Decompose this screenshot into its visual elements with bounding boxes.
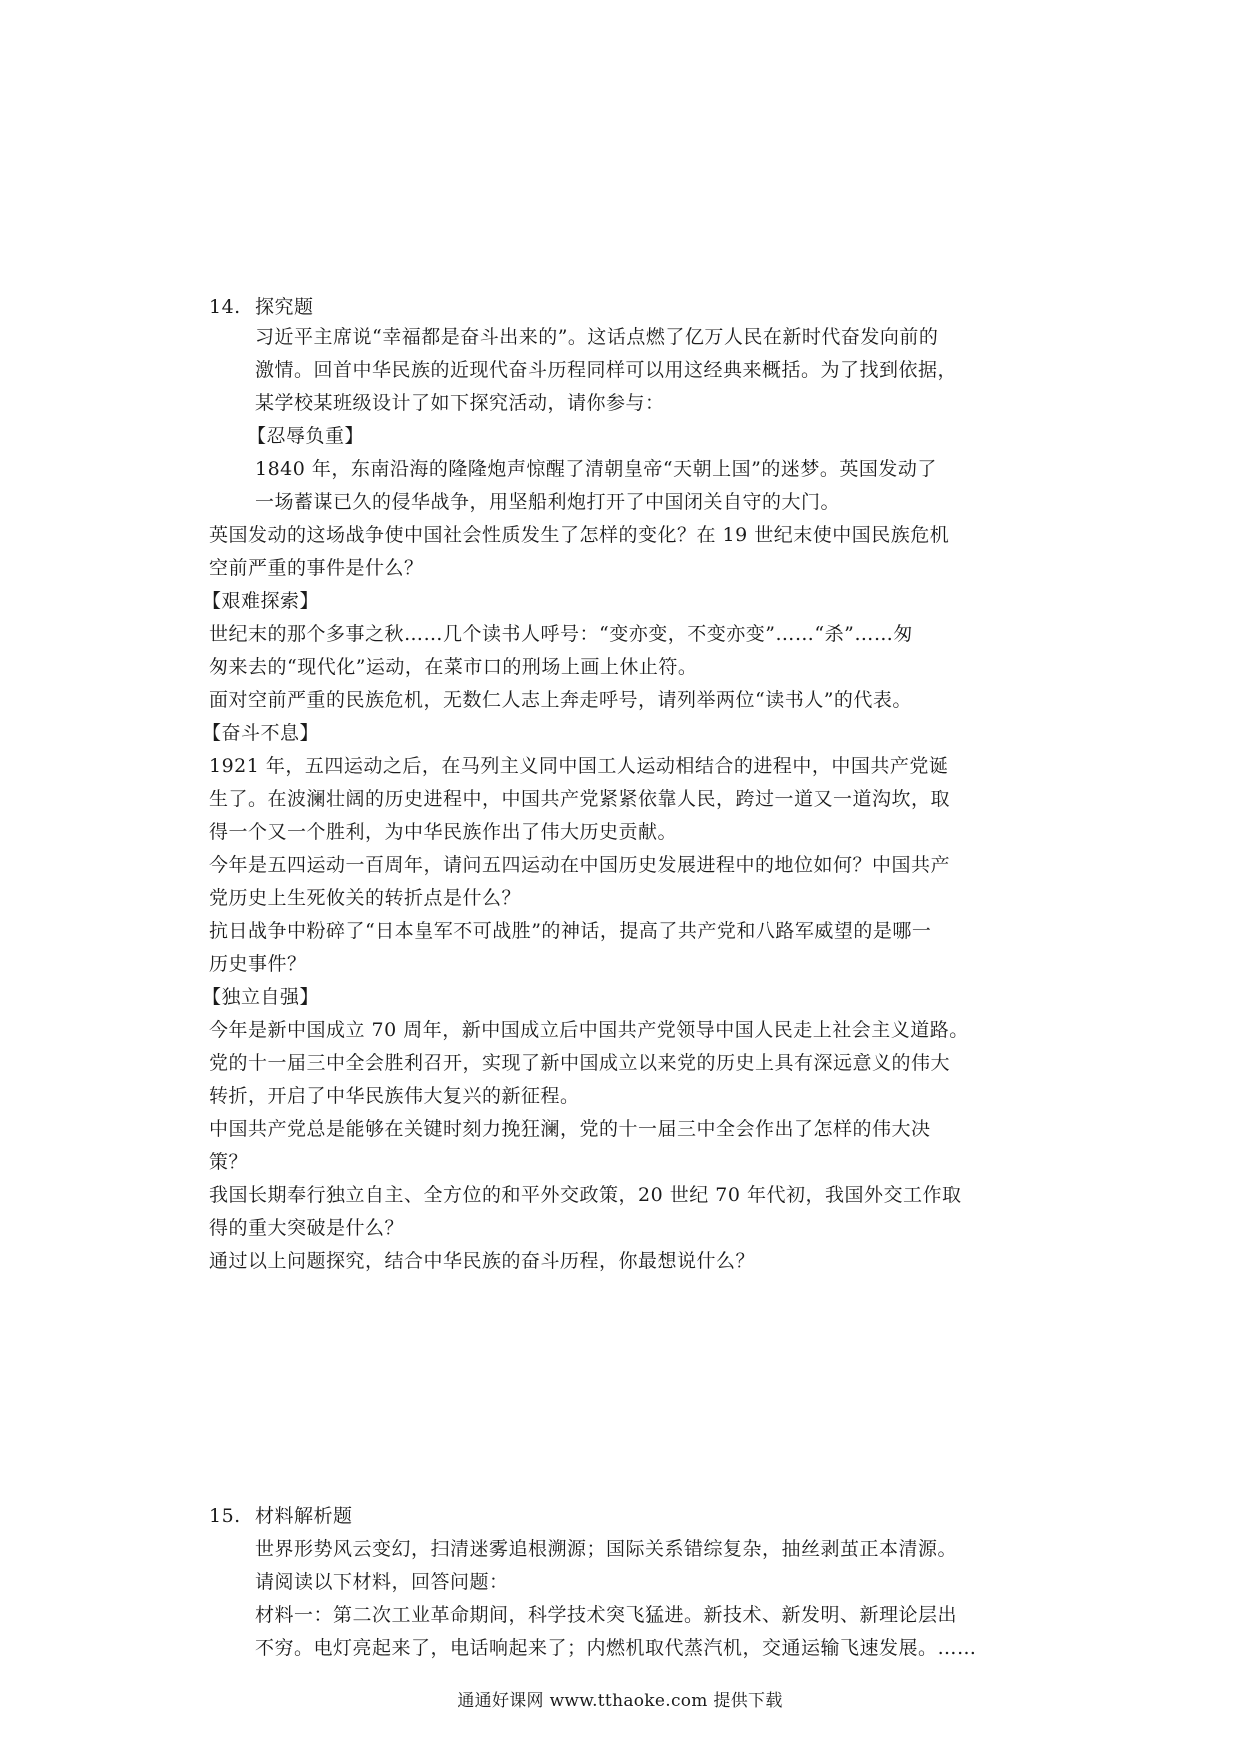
q14-text-line: 转折，开启了中华民族伟大复兴的新征程。 [209,1085,580,1107]
q14-text-line: 今年是新中国成立 70 周年，新中国成立后中国共产党领导中国人民走上社会主义道路。 [209,1019,969,1041]
q14-text-line: 习近平主席说“幸福都是奋斗出来的”。这话点燃了亿万人民在新时代奋发向前的 [255,326,939,348]
q14-question-line: 空前严重的事件是什么？ [209,557,424,579]
q14-text-line: 生了。在波澜壮阔的历史进程中，中国共产党紧紧依靠人民，跨过一道又一道沟坎，取 [209,788,951,810]
q14-text-line: 某学校某班级设计了如下探究活动，请你参与： [255,392,665,414]
q14-text-line: 党的十一届三中全会胜利召开，实现了新中国成立以来党的历史上具有深远意义的伟大 [209,1052,951,1074]
q15-text-line: 材料一：第二次工业革命期间，科学技术突飞猛进。新技术、新发明、新理论层出 [255,1604,958,1626]
q14-question-line: 我国长期奉行独立自主、全方位的和平外交政策，20 世纪 70 年代初，我国外交工作取 [209,1184,962,1206]
q14-text-line: 得一个又一个胜利，为中华民族作出了伟大历史贡献。 [209,821,678,843]
q14-question-line: 英国发动的这场战争使中国社会性质发生了怎样的变化？在 19 世纪末使中国民族危机 [209,524,950,546]
question-14-title: 探究题 [255,296,314,318]
q14-text-line: 匆来去的“现代化”运动，在菜市口的刑场上画上休止符。 [209,656,698,678]
q15-text-line: 请阅读以下材料，回答问题： [255,1571,509,1593]
section-heading-exploration: 【艰难探索】 [202,590,320,612]
question-15-title: 材料解析题 [255,1505,353,1527]
q14-question-line: 面对空前严重的民族危机，无数仁人志上奔走呼号，请列举两位“读书人”的代表。 [209,689,912,711]
q14-question-line: 得的重大突破是什么？ [209,1217,405,1239]
q14-question-line: 党历史上生死攸关的转折点是什么？ [209,887,522,909]
q14-question-line: 中国共产党总是能够在关键时刻力挽狂澜，党的十一届三中全会作出了怎样的伟大决 [209,1118,931,1140]
question-15-number: 15. [209,1505,241,1527]
section-heading-humiliation: 【忍辱负重】 [247,425,365,447]
q14-text-line: 世纪末的那个多事之秋……几个读书人呼号：“变亦变，不变亦变”……“杀”……匆 [209,623,913,645]
question-14-number: 14. [209,296,241,318]
section-heading-struggle: 【奋斗不息】 [202,722,320,744]
section-heading-independence: 【独立自强】 [202,986,320,1008]
q14-text-line: 一场蓄谋已久的侵华战争，用坚船利炮打开了中国闭关自守的大门。 [255,491,841,513]
question-15-heading [209,1503,353,1529]
q15-text-line: 不穷。电灯亮起来了，电话响起来了；内燃机取代蒸汽机，交通运输飞速发展。…… [255,1637,977,1659]
q14-question-line: 通过以上问题探究，结合中华民族的奋斗历程，你最想说什么？ [209,1250,756,1272]
question-14-heading [209,294,314,320]
q15-text-line: 世界形势风云变幻，扫清迷雾追根溯源；国际关系错综复杂，抽丝剥茧正本清源。 [255,1538,958,1560]
q14-question-line: 抗日战争中粉碎了“日本皇军不可战胜”的神话，提高了共产党和八路军威望的是哪一 [209,920,932,942]
page-footer: 通通好课网 www.tthaoke.com 提供下载 [457,1691,783,1711]
q14-text-line: 激情。回首中华民族的近现代奋斗历程同样可以用这经典来概括。为了找到依据， [255,359,958,381]
q14-text-line: 1921 年，五四运动之后，在马列主义同中国工人运动相结合的进程中，中国共产党诞 [209,755,949,777]
q14-question-line: 今年是五四运动一百周年，请问五四运动在中国历史发展进程中的地位如何？中国共产 [209,854,951,876]
q14-question-line: 历史事件？ [209,953,307,975]
q14-text-line: 1840 年，东南沿海的隆隆炮声惊醒了清朝皇帝“天朝上国”的迷梦。英国发动了 [255,458,937,480]
q14-question-line: 策？ [209,1151,249,1173]
